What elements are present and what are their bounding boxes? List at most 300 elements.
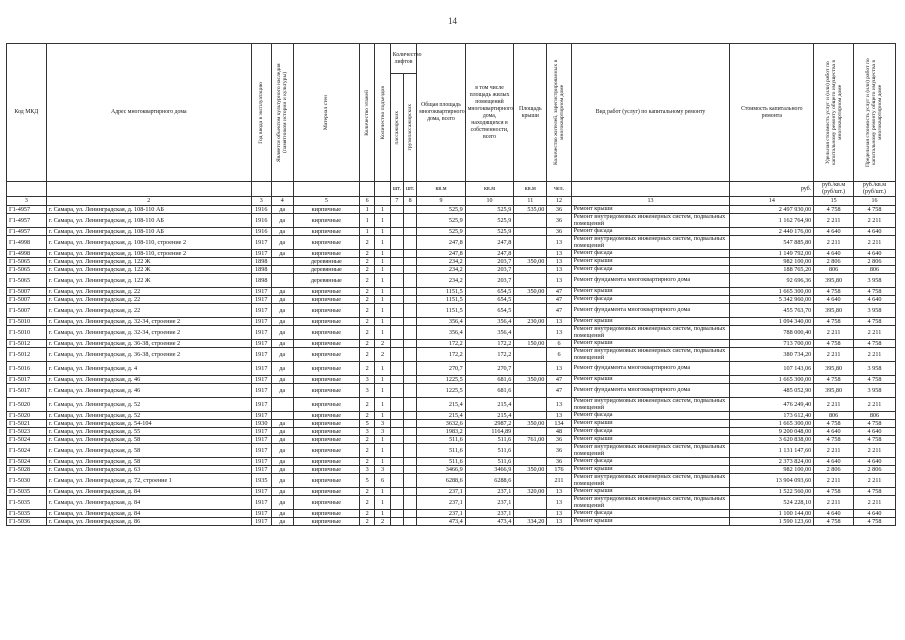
- cell-floors: 2: [359, 326, 374, 340]
- cell-year: 1917: [251, 458, 271, 466]
- cell-specific: 2 806: [814, 258, 854, 266]
- cell-address: г. Самара, ул. Ленинградская, д. 84: [46, 496, 251, 510]
- table-row: [7, 510, 896, 518]
- cell-specific: 4 640: [814, 428, 854, 436]
- unit-area3: кв.м: [514, 182, 547, 197]
- cell-limit: 4 758: [853, 318, 895, 326]
- cell-lift-freight: [404, 474, 417, 488]
- cell-lift-freight: [404, 266, 417, 274]
- cell-total-area: 215,4: [417, 398, 466, 412]
- cell-specific: 395,80: [814, 362, 854, 376]
- cell-limit: 3 958: [853, 362, 895, 376]
- cell-code: Г1-4957: [7, 206, 47, 214]
- cell-entrances: 1: [375, 258, 390, 266]
- cell-lift-freight: [404, 296, 417, 304]
- table-row: [7, 288, 896, 296]
- cell-address: г. Самара, ул. Ленинградская, д. 122 Ж: [46, 274, 251, 288]
- cell-year: 1898: [251, 258, 271, 266]
- cell-incl-area: 473,4: [465, 518, 514, 526]
- cell-address: г. Самара, ул. Ленинградская, д. 63: [46, 466, 251, 474]
- cell-roof-area: 350,00: [514, 288, 547, 296]
- cell-residents: 48: [547, 428, 571, 436]
- cell-residents: 36: [547, 444, 571, 458]
- cell-floors: 2: [359, 488, 374, 496]
- cell-residents: 13: [547, 250, 571, 258]
- cell-incl-area: 237,1: [465, 496, 514, 510]
- cell-material: кирпичные: [293, 340, 359, 348]
- cell-incl-area: 511,6: [465, 436, 514, 444]
- cell-cost: 1 131 147,60: [730, 444, 814, 458]
- cell-residents: 13: [547, 518, 571, 526]
- cell-specific: 4 758: [814, 488, 854, 496]
- header-incl-area: в том числе площадь жилых помещений многоквартирного дома, находящихся в собственности, всего: [465, 44, 514, 182]
- cell-total-area: 234,2: [417, 258, 466, 266]
- cell-floors: 2: [359, 340, 374, 348]
- cell-address: г. Самара, ул. Ленинградская, д. 108-110, строение 2: [46, 250, 251, 258]
- cell-code: Г1-5017: [7, 384, 47, 398]
- cell-material: кирпичные: [293, 236, 359, 250]
- cell-specific: 2 806: [814, 466, 854, 474]
- cell-cost: 485 052,90: [730, 384, 814, 398]
- column-number: 3: [251, 197, 271, 206]
- cell-work: Ремонт внутридомовых инженерных систем, подвальных помещений: [571, 214, 730, 228]
- cell-work: Ремонт внутридомовых инженерных систем, подвальных помещений: [571, 398, 730, 412]
- cell-floors: 2: [359, 510, 374, 518]
- cell-year: 1917: [251, 362, 271, 376]
- cell-work: Ремонт внутридомовых инженерных систем, подвальных помещений: [571, 348, 730, 362]
- cell-lift-passenger: [390, 420, 403, 428]
- cell-incl-area: 525,9: [465, 228, 514, 236]
- cell-roof-area: [514, 428, 547, 436]
- cell-total-area: 1225,5: [417, 376, 466, 384]
- cell-cost: 107 143,06: [730, 362, 814, 376]
- cell-residents: 36: [547, 228, 571, 236]
- cell-year: 1917: [251, 398, 271, 412]
- cell-heritage: да: [271, 348, 293, 362]
- cell-lift-freight: [404, 412, 417, 420]
- cell-material: кирпичные: [293, 428, 359, 436]
- cell-floors: 2: [359, 318, 374, 326]
- cell-total-area: 525,9: [417, 214, 466, 228]
- cell-floors: 3: [359, 376, 374, 384]
- cell-entrances: 1: [375, 436, 390, 444]
- cell-year: 1917: [251, 510, 271, 518]
- cell-work: Ремонт фасада: [571, 458, 730, 466]
- unit-lift-p: шт.: [390, 182, 403, 197]
- cell-incl-area: 203,7: [465, 258, 514, 266]
- cell-floors: 3: [359, 428, 374, 436]
- cell-total-area: 237,1: [417, 510, 466, 518]
- cell-entrances: 1: [375, 488, 390, 496]
- cell-cost: 1 149 792,00: [730, 250, 814, 258]
- cell-lift-passenger: [390, 288, 403, 296]
- cell-year: 1917: [251, 326, 271, 340]
- cell-residents: 13: [547, 236, 571, 250]
- cell-work: Ремонт фасада: [571, 412, 730, 420]
- cell-total-area: 1151,5: [417, 288, 466, 296]
- cell-limit: 3 958: [853, 274, 895, 288]
- cell-address: г. Самара, ул. Ленинградская, д. 52: [46, 412, 251, 420]
- cell-year: 1917: [251, 428, 271, 436]
- cell-specific: 2 211: [814, 236, 854, 250]
- cell-address: г. Самара, ул. Ленинградская, д. 22: [46, 296, 251, 304]
- cell-specific: 4 758: [814, 288, 854, 296]
- cell-roof-area: 350,00: [514, 376, 547, 384]
- cell-address: г. Самара, ул. Ленинградская, д. 108-110, строение 2: [46, 236, 251, 250]
- cell-entrances: 2: [375, 348, 390, 362]
- cell-limit: 2 211: [853, 444, 895, 458]
- cell-floors: 5: [359, 420, 374, 428]
- cell-cost: 2 497 930,00: [730, 206, 814, 214]
- cell-entrances: 3: [375, 428, 390, 436]
- cell-heritage: да: [271, 318, 293, 326]
- cell-address: г. Самара, ул. Ленинградская, д. 46: [46, 384, 251, 398]
- cell-address: г. Самара, ул. Ленинградская, д. 108-110 АБ: [46, 214, 251, 228]
- cell-material: кирпичные: [293, 384, 359, 398]
- cell-heritage: да: [271, 510, 293, 518]
- column-number: 6: [359, 197, 374, 206]
- cell-heritage: да: [271, 296, 293, 304]
- table-row: [7, 274, 896, 288]
- header-code: Код МКД: [7, 44, 47, 182]
- cell-material: кирпичные: [293, 474, 359, 488]
- cell-heritage: да: [271, 436, 293, 444]
- cell-lift-passenger: [390, 398, 403, 412]
- cell-specific: 2 211: [814, 214, 854, 228]
- cell-roof-area: [514, 266, 547, 274]
- cell-total-area: 1983,2: [417, 428, 466, 436]
- cell-specific: 4 640: [814, 510, 854, 518]
- cell-limit: 4 758: [853, 436, 895, 444]
- cell-roof-area: [514, 348, 547, 362]
- cell-floors: 2: [359, 362, 374, 376]
- cell-code: Г1-5035: [7, 496, 47, 510]
- cell-cost: 1 665 300,00: [730, 420, 814, 428]
- cell-limit: 4 758: [853, 340, 895, 348]
- cell-roof-area: 230,00: [514, 318, 547, 326]
- header-passenger: пассажирских: [390, 74, 403, 182]
- cell-entrances: 2: [375, 340, 390, 348]
- cell-address: г. Самара, ул. Ленинградская, д. 4: [46, 362, 251, 376]
- cell-work: Ремонт крыши: [571, 206, 730, 214]
- cell-work: Ремонт фасада: [571, 250, 730, 258]
- cell-specific: 806: [814, 266, 854, 274]
- cell-floors: 2: [359, 304, 374, 318]
- cell-work: Ремонт крыши: [571, 376, 730, 384]
- cell-residents: 36: [547, 458, 571, 466]
- cell-cost: 1 094 340,00: [730, 318, 814, 326]
- cell-code: Г1-4998: [7, 236, 47, 250]
- cell-lift-passenger: [390, 496, 403, 510]
- cell-floors: 2: [359, 288, 374, 296]
- column-number: 9: [417, 197, 466, 206]
- table-row: [7, 466, 896, 474]
- cell-year: 1917: [251, 518, 271, 526]
- header-residents: Количество жителей, зарегистрированных в многоквартирном доме: [547, 44, 571, 182]
- cell-entrances: 1: [375, 304, 390, 318]
- cell-code: Г1-5010: [7, 326, 47, 340]
- cell-floors: 1: [359, 228, 374, 236]
- cell-limit: 2 211: [853, 348, 895, 362]
- cell-heritage: да: [271, 206, 293, 214]
- column-number: 13: [571, 197, 730, 206]
- cell-code: Г1-5007: [7, 304, 47, 318]
- cell-lift-passenger: [390, 250, 403, 258]
- cell-residents: 36: [547, 436, 571, 444]
- cell-incl-area: 2987,2: [465, 420, 514, 428]
- cell-address: г. Самара, ул. Ленинградская, д. 58: [46, 458, 251, 466]
- column-number: 11: [514, 197, 547, 206]
- cell-lift-freight: [404, 496, 417, 510]
- cell-cost: 380 734,20: [730, 348, 814, 362]
- cell-code: Г1-5036: [7, 518, 47, 526]
- cell-incl-area: 6288,6: [465, 474, 514, 488]
- cell-residents: 6: [547, 340, 571, 348]
- cell-lift-freight: [404, 510, 417, 518]
- cell-work: Ремонт крыши: [571, 288, 730, 296]
- table-row: [7, 362, 896, 376]
- cell-roof-area: [514, 274, 547, 288]
- cell-lift-freight: [404, 458, 417, 466]
- table-row: [7, 420, 896, 428]
- cell-work: Ремонт крыши: [571, 258, 730, 266]
- cell-address: г. Самара, ул. Ленинградская, д. 84: [46, 510, 251, 518]
- cell-address: г. Самара, ул. Ленинградская, д. 36-38, строение 2: [46, 340, 251, 348]
- cell-lift-freight: [404, 318, 417, 326]
- cell-limit: 3 958: [853, 304, 895, 318]
- cell-heritage: да: [271, 458, 293, 466]
- cell-incl-area: 247,8: [465, 250, 514, 258]
- cell-lift-freight: [404, 428, 417, 436]
- cell-incl-area: 681,6: [465, 376, 514, 384]
- table-row: [7, 412, 896, 420]
- cell-residents: 211: [547, 474, 571, 488]
- cell-cost: 982 100,00: [730, 466, 814, 474]
- cell-material: кирпичные: [293, 304, 359, 318]
- capital-repair-table: [6, 43, 896, 526]
- header-heritage: Является объектом культурного наследия (памятником истории и культуры): [271, 44, 293, 182]
- cell-total-area: 525,9: [417, 206, 466, 214]
- cell-total-area: 234,2: [417, 274, 466, 288]
- cell-cost: 92 696,36: [730, 274, 814, 288]
- cell-specific: 4 758: [814, 340, 854, 348]
- cell-residents: 36: [547, 214, 571, 228]
- unit-cost: руб.: [730, 182, 814, 197]
- cell-code: Г1-4998: [7, 250, 47, 258]
- cell-material: кирпичные: [293, 510, 359, 518]
- cell-lift-passenger: [390, 428, 403, 436]
- cell-limit: 4 640: [853, 458, 895, 466]
- cell-material: кирпичные: [293, 288, 359, 296]
- cell-entrances: 3: [375, 420, 390, 428]
- cell-entrances: 1: [375, 510, 390, 518]
- cell-material: кирпичные: [293, 296, 359, 304]
- cell-work: Ремонт фундамента многоквартирного дома: [571, 362, 730, 376]
- cell-code: Г1-5021: [7, 420, 47, 428]
- header-lifts: Количество лифтов: [390, 44, 416, 74]
- cell-heritage: [271, 412, 293, 420]
- cell-floors: 3: [359, 466, 374, 474]
- header-address: Адрес многоквартирного дома: [46, 44, 251, 182]
- cell-code: Г1-5065: [7, 258, 47, 266]
- cell-lift-passenger: [390, 458, 403, 466]
- cell-code: Г1-5017: [7, 376, 47, 384]
- cell-roof-area: [514, 412, 547, 420]
- cell-total-area: 6288,6: [417, 474, 466, 488]
- table-row: [7, 474, 896, 488]
- cell-lift-passenger: [390, 348, 403, 362]
- cell-code: Г1-5023: [7, 428, 47, 436]
- cell-floors: 2: [359, 458, 374, 466]
- cell-entrances: 1: [375, 228, 390, 236]
- cell-total-area: 3466,9: [417, 466, 466, 474]
- cell-lift-passenger: [390, 384, 403, 398]
- cell-residents: 47: [547, 304, 571, 318]
- cell-heritage: да: [271, 340, 293, 348]
- cell-cost: 9 200 048,00: [730, 428, 814, 436]
- column-number: 2: [46, 197, 251, 206]
- cell-material: деревянные: [293, 258, 359, 266]
- cell-work: Ремонт фасада: [571, 510, 730, 518]
- header-floors: Количество этажей: [359, 44, 374, 182]
- cell-incl-area: 203,7: [465, 266, 514, 274]
- cell-total-area: 356,4: [417, 318, 466, 326]
- cell-heritage: да: [271, 496, 293, 510]
- cell-roof-area: [514, 384, 547, 398]
- cell-lift-passenger: [390, 274, 403, 288]
- header-specific: Удельная стоимость услуг и (или) работ по капитальному ремонту общего имущества в многоквартирном доме: [814, 44, 854, 182]
- cell-lift-freight: [404, 304, 417, 318]
- cell-cost: 476 249,40: [730, 398, 814, 412]
- table-row: [7, 340, 896, 348]
- cell-floors: 2: [359, 444, 374, 458]
- cell-total-area: 473,4: [417, 518, 466, 526]
- cell-lift-freight: [404, 326, 417, 340]
- cell-cost: 547 885,80: [730, 236, 814, 250]
- cell-address: г. Самара, ул. Ленинградская, д. 58: [46, 436, 251, 444]
- cell-cost: 1 590 123,60: [730, 518, 814, 526]
- cell-work: Ремонт фундамента многоквартирного дома: [571, 304, 730, 318]
- cell-code: Г1-5065: [7, 274, 47, 288]
- cell-material: кирпичные: [293, 206, 359, 214]
- cell-heritage: да: [271, 326, 293, 340]
- cell-specific: 4 758: [814, 436, 854, 444]
- cell-address: г. Самара, ул. Ленинградская, д. 108-110 АБ: [46, 206, 251, 214]
- cell-roof-area: [514, 236, 547, 250]
- table-row: [7, 348, 896, 362]
- cell-lift-freight: [404, 258, 417, 266]
- cell-specific: 806: [814, 412, 854, 420]
- cell-code: Г1-5007: [7, 296, 47, 304]
- cell-incl-area: 172,2: [465, 340, 514, 348]
- cell-lift-freight: [404, 384, 417, 398]
- cell-cost: 788 000,40: [730, 326, 814, 340]
- cell-entrances: 1: [375, 296, 390, 304]
- cell-year: 1898: [251, 266, 271, 274]
- cell-material: деревянные: [293, 266, 359, 274]
- cell-entrances: 6: [375, 474, 390, 488]
- cell-heritage: [271, 274, 293, 288]
- cell-total-area: 525,9: [417, 228, 466, 236]
- cell-year: 1917: [251, 250, 271, 258]
- cell-cost: 5 342 960,00: [730, 296, 814, 304]
- cell-code: Г1-5007: [7, 288, 47, 296]
- cell-specific: 395,80: [814, 304, 854, 318]
- header-material: Материал стен: [293, 44, 359, 182]
- cell-work: Ремонт крыши: [571, 436, 730, 444]
- cell-heritage: да: [271, 474, 293, 488]
- unit-lift-f: шт.: [404, 182, 417, 197]
- cell-year: 1917: [251, 376, 271, 384]
- cell-heritage: да: [271, 444, 293, 458]
- cell-work: Ремонт фасада: [571, 228, 730, 236]
- cell-lift-passenger: [390, 228, 403, 236]
- header-entrances: Количество подъездов: [375, 44, 390, 182]
- cell-incl-area: 525,9: [465, 206, 514, 214]
- cell-address: г. Самара, ул. Ленинградская, д. 86: [46, 518, 251, 526]
- cell-roof-area: [514, 304, 547, 318]
- cell-floors: 1: [359, 206, 374, 214]
- cell-lift-passenger: [390, 326, 403, 340]
- cell-lift-passenger: [390, 340, 403, 348]
- cell-roof-area: [514, 496, 547, 510]
- cell-cost: 1 665 300,00: [730, 376, 814, 384]
- cell-material: кирпичные: [293, 214, 359, 228]
- cell-roof-area: [514, 326, 547, 340]
- cell-heritage: да: [271, 466, 293, 474]
- cell-address: г. Самара, ул. Ленинградская, д. 55: [46, 428, 251, 436]
- cell-address: г. Самара, ул. Ленинградская, д. 84: [46, 488, 251, 496]
- cell-lift-passenger: [390, 412, 403, 420]
- cell-specific: 395,80: [814, 384, 854, 398]
- cell-specific: 2 211: [814, 326, 854, 340]
- cell-specific: 4 758: [814, 318, 854, 326]
- unit-limit: руб./кв.м (руб/шт.): [853, 182, 895, 197]
- cell-material: кирпичные: [293, 250, 359, 258]
- cell-roof-area: 320,00: [514, 488, 547, 496]
- cell-residents: 13: [547, 266, 571, 274]
- cell-total-area: 356,4: [417, 326, 466, 340]
- cell-entrances: 1: [375, 318, 390, 326]
- header-roof-area: Площадь крыши: [514, 44, 547, 182]
- cell-floors: 2: [359, 236, 374, 250]
- cell-work: Ремонт фасада: [571, 296, 730, 304]
- table-row: [7, 206, 896, 214]
- cell-cost: 13 904 093,60: [730, 474, 814, 488]
- cell-material: кирпичные: [293, 348, 359, 362]
- cell-lift-passenger: [390, 474, 403, 488]
- column-number: 3: [7, 197, 47, 206]
- table-row: [7, 304, 896, 318]
- cell-residents: 13: [547, 496, 571, 510]
- cell-lift-freight: [404, 340, 417, 348]
- cell-total-area: 172,2: [417, 348, 466, 362]
- cell-year: 1935: [251, 474, 271, 488]
- cell-floors: 2: [359, 296, 374, 304]
- cell-entrances: 1: [375, 376, 390, 384]
- cell-limit: 4 758: [853, 518, 895, 526]
- cell-code: Г1-5024: [7, 444, 47, 458]
- cell-total-area: 172,2: [417, 340, 466, 348]
- cell-lift-passenger: [390, 266, 403, 274]
- table-row: [7, 488, 896, 496]
- cell-entrances: 1: [375, 206, 390, 214]
- cell-entrances: 3: [375, 466, 390, 474]
- cell-residents: 13: [547, 258, 571, 266]
- unit-specific: руб./кв.м (руб/шт.): [814, 182, 854, 197]
- cell-cost: 1 522 560,00: [730, 488, 814, 496]
- cell-code: Г1-5035: [7, 488, 47, 496]
